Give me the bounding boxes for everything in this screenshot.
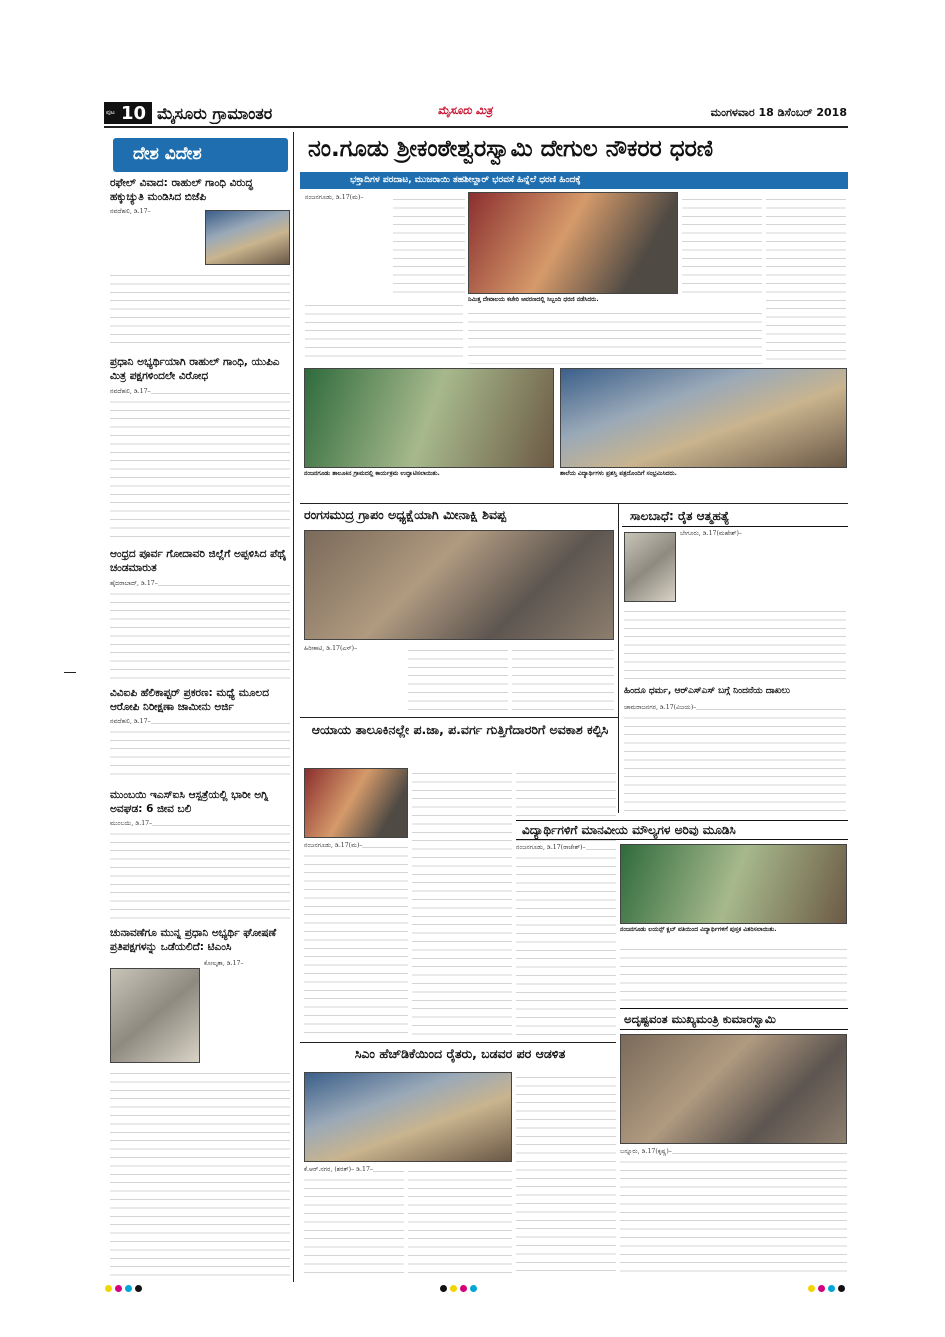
mid-rule-2 [300, 717, 618, 718]
cm-hd-body-3 [516, 1072, 616, 1276]
rangasamudra-photo [304, 530, 614, 640]
reg-dot-magenta [115, 1285, 122, 1292]
farmer-headline: ಸಾಲಬಾಧೆ: ರೈತ ಆತ್ಮಹತ್ಯೆ [630, 509, 730, 523]
farmer-body-1 [680, 530, 846, 602]
students-photo [620, 844, 847, 924]
lead-subhead-bar [300, 172, 848, 189]
reg-dot-magenta-2 [460, 1285, 467, 1292]
left-story-1-headline: ರಫೇಲ್ ವಿವಾದ: ರಾಹುಲ್ ಗಾಂಧಿ ವಿರುದ್ಧ ಹಕ್ಕುಚ್ಯುತಿ ಮಂಡಿಸಿದ ಬಿಜೆಪಿ [110, 177, 253, 203]
cm-hd-body-2 [408, 1166, 512, 1276]
lead-body-col-3 [682, 194, 762, 294]
lead-photo-protest [468, 192, 678, 294]
farmer-headline-box [622, 507, 848, 527]
lead-body-col-2 [393, 194, 465, 294]
left-story-4-dateline: ನವದೆಹಲಿ, ಡಿ.17– [110, 718, 151, 725]
village-event-photo [304, 368, 554, 468]
left-story-6-dateline: ಕೋಲ್ಕತಾ, ಡಿ.17– [204, 960, 244, 967]
left-story-5-body [110, 820, 290, 920]
margin-tick [64, 672, 76, 673]
page-number: 10 [121, 103, 147, 124]
lead-body-lower [305, 300, 463, 364]
kumaraswamy-body [620, 1148, 847, 1276]
issue-date: ಮಂಗಳವಾರ 18 ಡಿಸೆಂಬರ್ 2018 [710, 106, 847, 119]
left-story-5-headline: ಮುಂಬಯಿ ಇಎಸ್‌ಐಸಿ ಆಸ್ಪತ್ರೆಯಲ್ಲಿ ಭಾರೀ ಅಗ್ನಿ ಅವಘಡ: 6 ಜೀವ ಬಲಿ [110, 789, 269, 815]
lead-body-col-1 [305, 194, 390, 294]
right-column-divider [618, 503, 619, 813]
left-story-5-dateline: ಮುಂಬಯಿ, ಡಿ.17– [110, 820, 153, 827]
reg-dot-black-3 [838, 1285, 845, 1292]
hindu-headline: ಹಿಂದೂ ಧರ್ಮ, ಆರ್‌ಎಸ್‌ಎಸ್ ಬಗ್ಗೆ ನಿಂದನೆಯ ದಾಖಲು [624, 686, 791, 696]
reg-dot-magenta-3 [818, 1285, 825, 1292]
left-story-6-headline: ಚುನಾವಣೆಗೂ ಮುನ್ನ ಪ್ರಧಾನಿ ಅಭ್ಯರ್ಥಿ ಘೋಷಣೆ ಪ್ರತಿಪಕ್ಷಗಳನ್ನು ಒಡೆಯಲಿದೆ: ಟಿಎಂಸಿ [110, 927, 277, 953]
masthead-rule [104, 126, 848, 128]
reservation-body-2 [412, 768, 512, 1038]
reg-dot-yellow [105, 1285, 112, 1292]
reg-dot-cyan-3 [828, 1285, 835, 1292]
lead-dateline: ನಂಜನಗೂಡು, ಡಿ.17(ಮ)– [305, 194, 364, 201]
farmer-photo [624, 532, 676, 602]
paper-name-logo: ಮೈಸೂರು ಮಿತ್ರ [437, 104, 493, 117]
lead-headline-box [300, 130, 848, 170]
lead-photo-caption: ನಿಮಿತ್ತ ದೇವಾಲಯ ಕಚೇರಿ ಆವರಣದಲ್ಲಿ ಸಿಬ್ಬಂದಿ ಧರಣಿ ನಡೆಸಿದರು. [468, 296, 599, 303]
left-column-divider [293, 132, 294, 1282]
lead-headline: ನಂ.ಗೂಡು ಶ್ರೀಕಂಠೇಶ್ವರಸ್ವಾಮಿ ದೇಗುಲ ನೌಕರರ ಧರಣಿ [308, 136, 714, 162]
lead-subhead: ಭಕ್ತಾದಿಗಳ ಪರದಾಟ, ಮುಜರಾಯಿ ತಹಶೀಲ್ದಾರ್ ಭರವಸೆ ಹಿನ್ನೆಲೆ ಧರಣಿ ಹಿಂದಕ್ಕೆ [350, 175, 581, 185]
cm-hd-dateline: ಕೆ.ಆರ್.ನಗರ, (ಶರತ್)– ಡಿ.17– [304, 1166, 373, 1173]
mid-rule-1 [300, 503, 848, 504]
rangasamudra-headline: ರಂಗಸಮುದ್ರ ಗ್ರಾಪಂ ಅಧ್ಯಕ್ಷೆಯಾಗಿ ಮೀನಾಕ್ಷಿ ಶಿವಪ್ಪ [304, 507, 507, 522]
farmer-body-2 [624, 606, 846, 680]
students-headline-box [516, 820, 848, 840]
left-story-6-body-2 [110, 1068, 290, 1278]
kumaraswamy-headline-box [620, 1008, 848, 1030]
rangasamudra-body-1 [304, 645, 404, 715]
village-event-caption: ನಂಜನಗೂಡು ತಾಲೂಕಿನ ಗ್ರಾಮದಲ್ಲಿ ಕಾರ್ಯಕ್ರಮ ಉದ್ಘಾಟಿಸಲಾಯಿತು. [304, 470, 440, 477]
left-story-2-headline: ಪ್ರಧಾನಿ ಅಭ್ಯರ್ಥಿಯಾಗಿ ರಾಹುಲ್ ಗಾಂಧಿ, ಯುಪಿಎ ಮಿತ್ರ ಪಕ್ಷಗಳಿಂದಲೇ ವಿರೋಧ [110, 356, 280, 382]
left-story-2-dateline: ನವದೆಹಲಿ, ಡಿ.17– [110, 388, 151, 395]
hindu-body [624, 704, 846, 816]
cm-hd-photo [304, 1072, 512, 1162]
hindu-dateline: ಚಾಮರಾಜನಗರ, ಡಿ.17(ವಿಜಯ)– [624, 704, 697, 711]
cm-hd-headline: ಸಿಎಂ ಹೆಚ್‌ಡಿಕೆಯಿಂದ ರೈತರು, ಬಡವರ ಪರ ಆಡಳಿತ [354, 1046, 566, 1061]
students-award-photo [560, 368, 847, 468]
students-body-1 [516, 844, 616, 1038]
students-dateline: ನಂಜನಗೂಡು, ಡಿ.17(ರಾಜೇಶ್)– [516, 844, 586, 851]
parliament-photo [205, 210, 290, 265]
left-story-4-body [110, 718, 290, 782]
students-body-2 [620, 944, 847, 1004]
reg-dot-cyan [125, 1285, 132, 1292]
tmc-photo [110, 968, 200, 1063]
section-banner [113, 138, 288, 172]
kumaraswamy-dateline: ಬನ್ನೂರು, ಡಿ.17(ಕೃಷ್ಣ)– [620, 1148, 672, 1155]
reg-dot-black-2 [440, 1285, 447, 1292]
cm-hd-body-1 [304, 1166, 404, 1276]
reservation-headline: ಆಯಾಯ ತಾಲೂಕಿನಲ್ಲೇ ಪ.ಜಾ, ಪ.ವರ್ಗ ಗುತ್ತಿಗೆದಾರರಿಗೆ ಅವಕಾಶ ಕಲ್ಪಿಸಿ [311, 722, 609, 737]
reg-dot-yellow-3 [808, 1285, 815, 1292]
rangasamudra-dateline: ಹಿರೀಕಾಟಿ, ಡಿ.17(ಎಸ್)– [304, 645, 358, 652]
page-number-box [104, 102, 152, 124]
kumaraswamy-photo [620, 1034, 847, 1144]
left-story-3-dateline: ಹೈದರಾಬಾದ್, ಡಿ.17– [110, 580, 158, 587]
reservation-body-1 [304, 842, 408, 1037]
section-banner-title: ದೇಶ ವಿದೇಶ [133, 144, 202, 164]
left-story-4-headline: ವಿವಿಐಪಿ ಹೆಲಿಕಾಪ್ಟರ್ ಪ್ರಕರಣ: ಮಧ್ಯೆ ಮೂಲದ ಆರೋಪಿ ನಿರೀಕ್ಷಣಾ ಜಾಮೀನು ಅರ್ಜಿ [110, 687, 269, 713]
kumaraswamy-headline: ಅದೃಷ್ಟವಂತ ಮುಖ್ಯಮಂತ್ರಿ ಕುಮಾರಸ್ವಾಮಿ [624, 1012, 776, 1026]
left-story-2-body [110, 388, 290, 543]
left-story-3-body [110, 580, 290, 680]
farmer-dateline: ಬೇಗೂರು, ಡಿ.17(ಮಹೇಶ್)– [680, 530, 742, 537]
section-title: ಮೈಸೂರು ಗ್ರಾಮಾಂತರ [157, 104, 273, 123]
rangasamudra-body-3 [512, 645, 614, 715]
lead-body-lower-2 [468, 308, 762, 364]
reg-dot-yellow-2 [450, 1285, 457, 1292]
left-story-6-body [204, 960, 290, 1065]
students-award-caption: ಶಾಲೆಯ ವಿದ್ಯಾರ್ಥಿಗಳು ಪ್ರಶಸ್ತಿ ಪತ್ರದೊಂದಿಗೆ ಸಂಭ್ರಮಿಸಿದರು. [560, 470, 677, 477]
rangasamudra-body-2 [408, 645, 508, 715]
left-story-1-body-2 [110, 270, 290, 350]
page-label: ಪುಟ [106, 109, 115, 116]
lead-body-col-4 [766, 194, 846, 364]
reservation-dateline: ನಂಜನಗೂಡು, ಡಿ.17(ಮ)– [304, 842, 363, 849]
reg-dot-cyan-2 [470, 1285, 477, 1292]
reservation-photo [304, 768, 408, 838]
left-story-1-dateline: ನವದೆಹಲಿ, ಡಿ.17– [110, 208, 151, 215]
students-caption: ನಂಜನಗೂಡು ಲಯನ್ಸ್ ಕ್ಲಬ್ ವತಿಯಿಂದ ವಿದ್ಯಾರ್ಥಿಗಳಿಗೆ ಪುಸ್ತಕ ವಿತರಿಸಲಾಯಿತು. [620, 926, 777, 933]
left-story-1-body [110, 208, 202, 268]
left-story-3-headline: ಆಂಧ್ರದ ಪೂರ್ವ ಗೋದಾವರಿ ಜಿಲ್ಲೆಗೆ ಅಪ್ಪಳಿಸಿದ ಪೆಥೈ ಚಂಡಮಾರುತ [110, 548, 287, 574]
mid-rule-3 [300, 1042, 616, 1043]
students-headline: ವಿದ್ಯಾರ್ಥಿಗಳಿಗೆ ಮಾನವೀಯ ಮೌಲ್ಯಗಳ ಅರಿವು ಮೂಡಿಸಿ [522, 823, 736, 837]
reg-dot-black [135, 1285, 142, 1292]
